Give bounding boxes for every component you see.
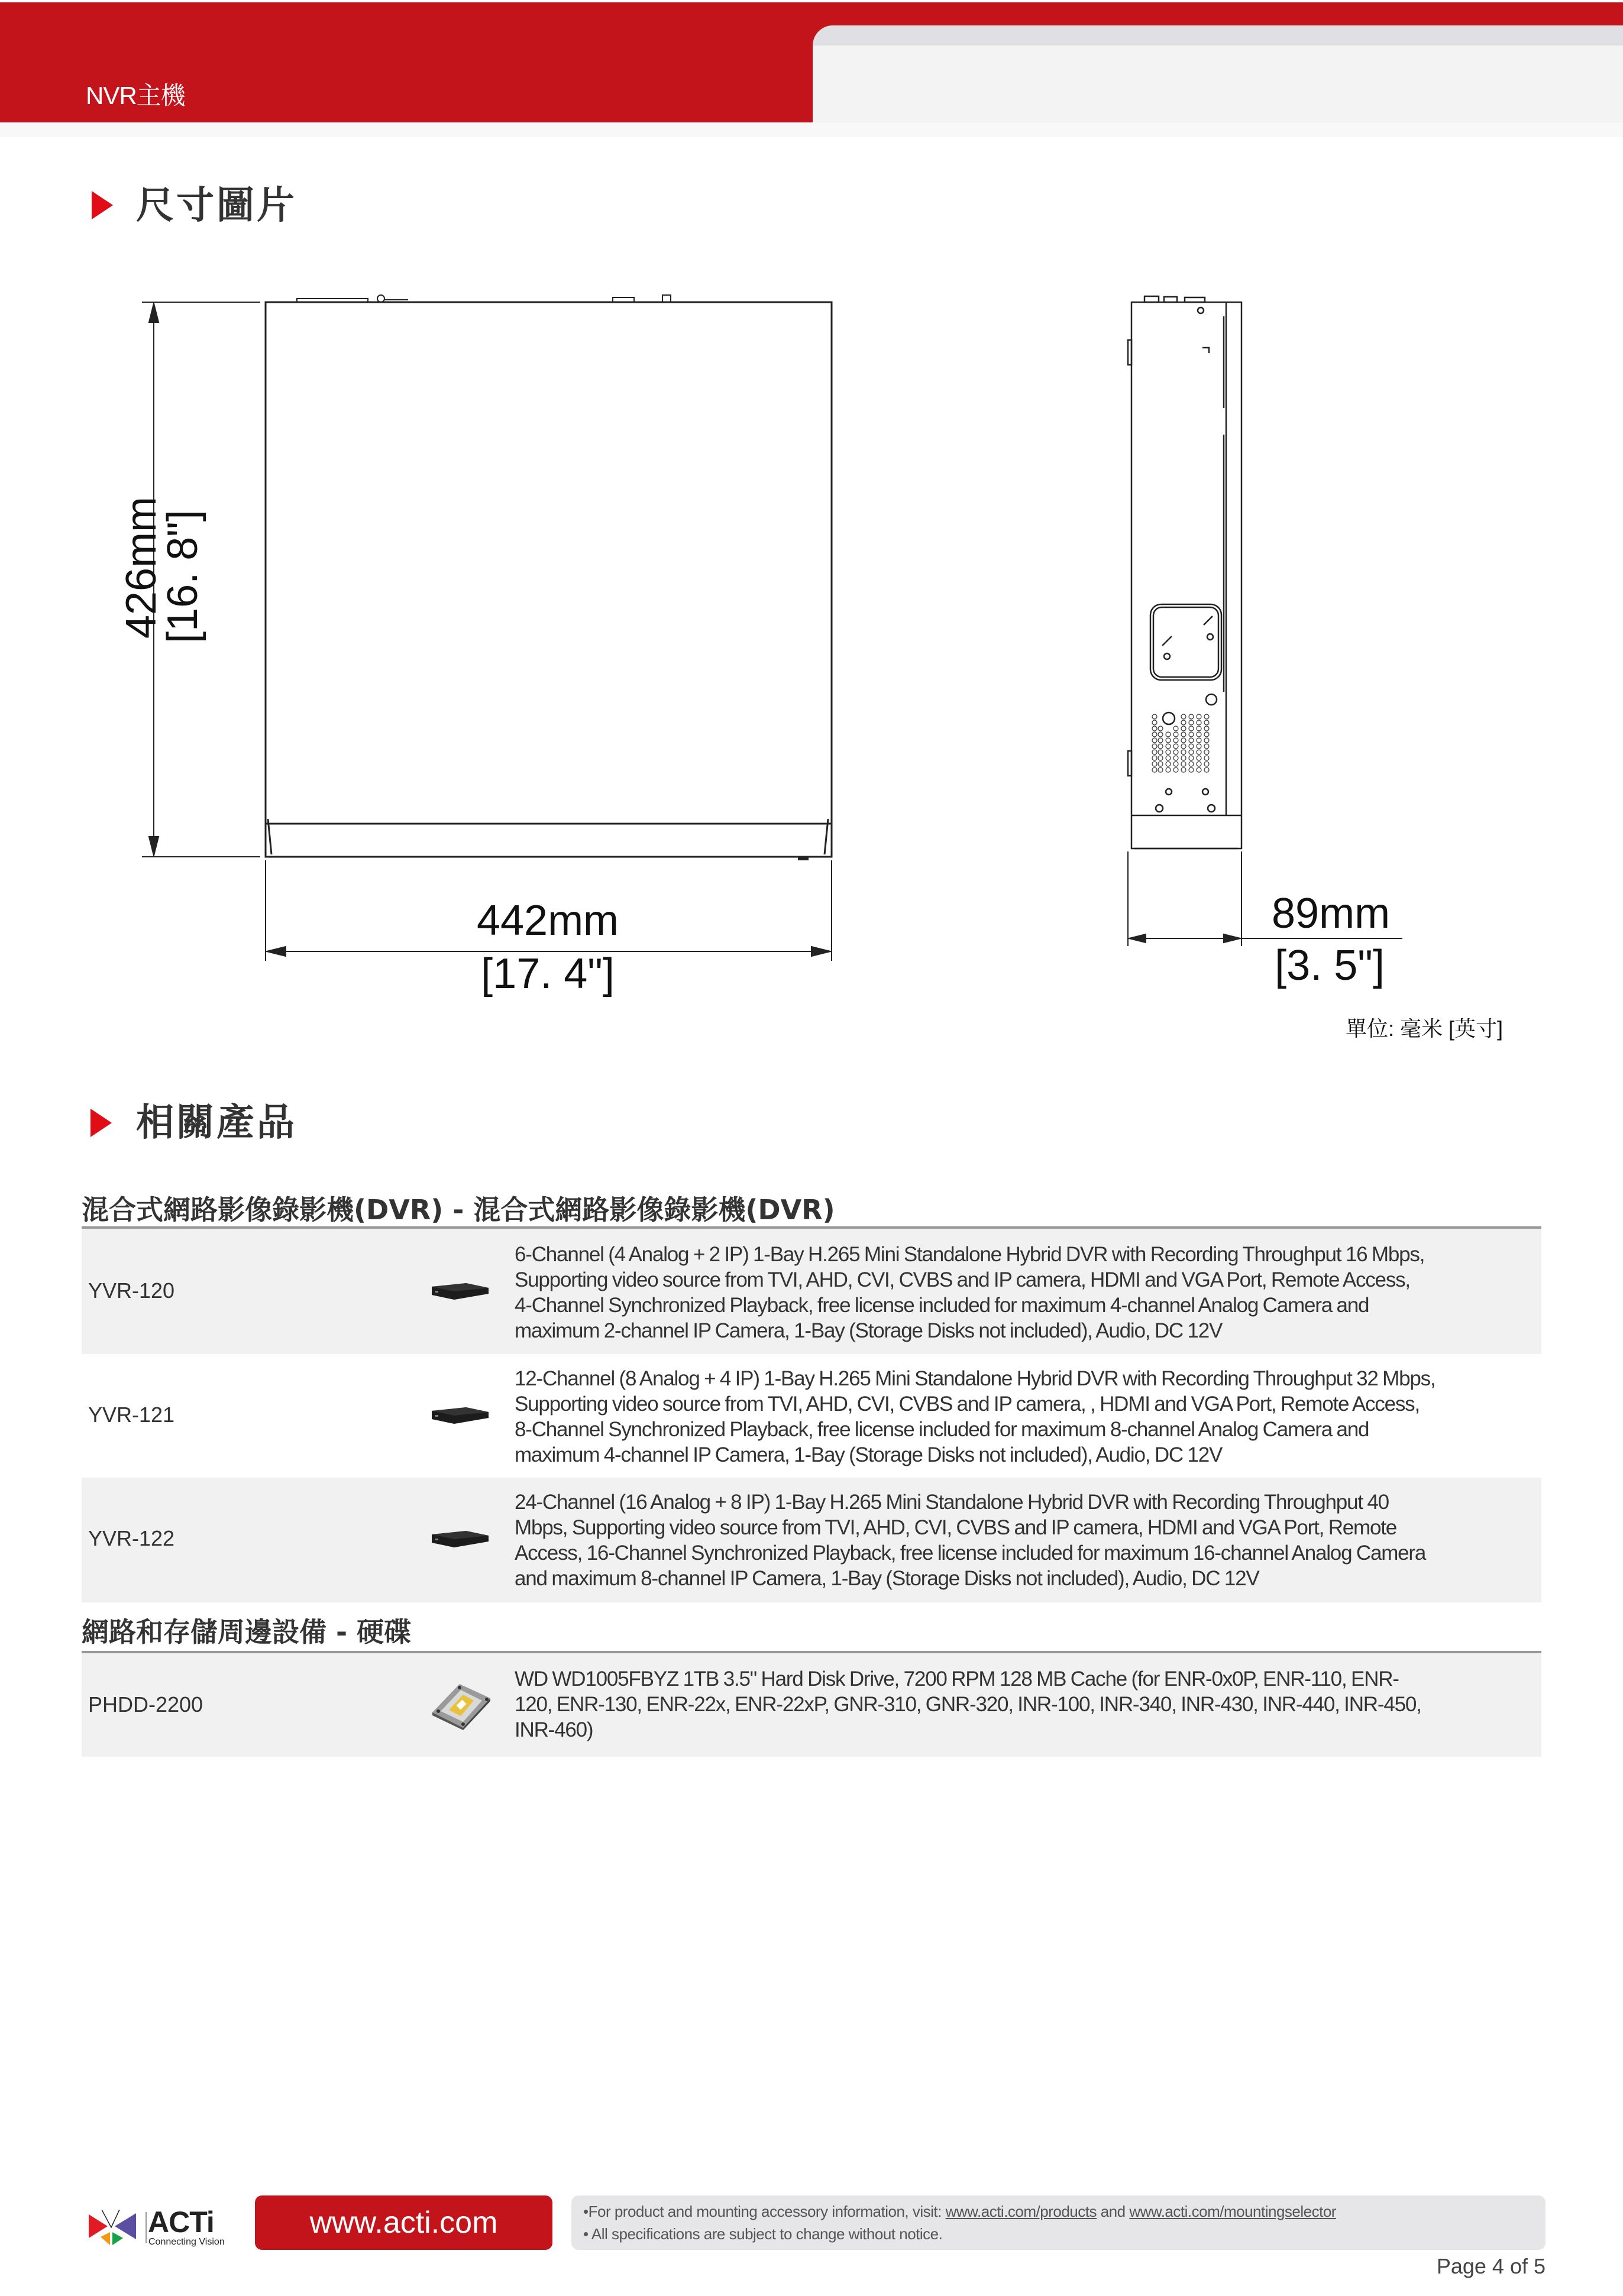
product-model[interactable]: YVR-120 [88,1278,175,1303]
section-title-related: 相關產品 [136,1101,297,1145]
product-description: WD WD1005FBYZ 1TB 3.5" Hard Disk Drive, 7200 RPM 128 MB Cache (for ENR-0x0P, ENR-110, ENR- 120, ENR-130, ENR-22x, ENR-22xP, GNR-310, GNR-320, INR-100, INR-340, INR-430, INR-440, INR-450, INR-460) [515,1667,1421,1741]
logo-text: ACTi [148,2206,214,2239]
hard-disk-drive-icon [429,1682,494,1730]
product-description: 12-Channel (8 Analog + 4 IP) 1-Bay H.265 Mini Standalone Hybrid DVR with Recording Throughput 32 Mbps, Supporting video source from TVI, AHD, CVI, CVBS and IP camera, , HDMI and VGA Port, Remote Access, 8-Channel Synchronized Playback, free license included for maximum 8-channel Analog Camera and maximum 4-channel IP Camera, 1-Bay (Storage Disks not included), Audio, DC 12V [515,1367,1436,1466]
unit-note: 單位: 毫米 [英寸] [1346,1016,1504,1041]
dvr-unit-icon [431,1405,490,1425]
product-description: 6-Channel (4 Analog + 2 IP) 1-Bay H.265 Mini Standalone Hybrid DVR with Recording Throughput 16 Mbps, Supporting video source from TVI, AHD, CVI, CVBS and IP camera, HDMI and VGA Port, Remote Access, 4-Channel Synchronized Playback, free license included for maximum 4-channel Analog Camera and maximum 2-channel IP Camera, 1-Bay (Storage Disks not included), Audio, DC 12V [515,1243,1425,1342]
depth-inch-label: [3. 5"] [1275,942,1385,989]
width-inch-label: [17. 4"] [481,950,615,998]
top-view-drawing [0,0,887,1017]
product-row-yvr-121[interactable] [82,1354,1541,1478]
depth-mm-label: 89mm [1272,890,1391,937]
width-mm-label: 442mm [476,897,619,944]
product-row-phdd-2200[interactable] [82,1653,1541,1757]
product-model[interactable]: PHDD-2200 [88,1692,203,1717]
acti-logo[interactable] [89,2206,237,2248]
category-heading-hdd: 網路和存儲周邊設備 - 硬碟 [82,1616,412,1648]
footer-notes-box [571,2195,1546,2250]
products-link[interactable]: www.acti.com/products [945,2203,1097,2220]
product-description: 24-Channel (16 Analog + 8 IP) 1-Bay H.265 Mini Standalone Hybrid DVR with Recording Throughput 40 Mbps, Supporting video source from TVI, AHD, CVI, CVBS and IP camera, HDMI and VGA Port, Remote Access, 16-Channel Synchronized Playback, free license included for maximum 16-channel Analog Camera and maximum 8-channel IP Camera, 1-Bay (Storage Disks not included), Audio, DC 12V [515,1491,1426,1590]
footer-note-1 [583,2203,1336,2221]
header-panel-stripe [813,25,1623,46]
mountingselector-link[interactable]: www.acti.com/mountingselector [1129,2203,1336,2220]
section-title-dimensions: 尺寸圖片 [136,184,297,228]
logo-divider [146,2212,147,2243]
butterfly-logo-icon [89,2210,137,2246]
dvr-unit-icon [431,1528,490,1549]
note-text: and [1096,2203,1130,2220]
website-link[interactable]: www.acti.com [309,2206,498,2240]
header-title: NVR主機 [86,82,185,109]
product-model[interactable]: YVR-121 [88,1403,175,1427]
height-mm-label: 426mm [118,496,165,639]
category-heading-dvr: 混合式網路影像錄影機(DVR) - 混合式網路影像錄影機(DVR) [82,1194,835,1226]
height-inch-label: [16. 8"] [159,510,206,643]
dvr-unit-icon [431,1281,490,1301]
section-bullet-icon [90,1109,112,1137]
product-model[interactable]: YVR-122 [88,1526,175,1550]
logo-tagline: Connecting Vision [148,2237,225,2247]
note-text: •For product and mounting accessory information, visit: [583,2203,946,2220]
product-row-yvr-120[interactable] [82,1229,1541,1354]
product-row-yvr-122[interactable] [82,1478,1541,1602]
page-number: Page 4 of 5 [1436,2254,1546,2278]
footer-note-2: • All specifications are subject to change without notice. [583,2225,943,2243]
